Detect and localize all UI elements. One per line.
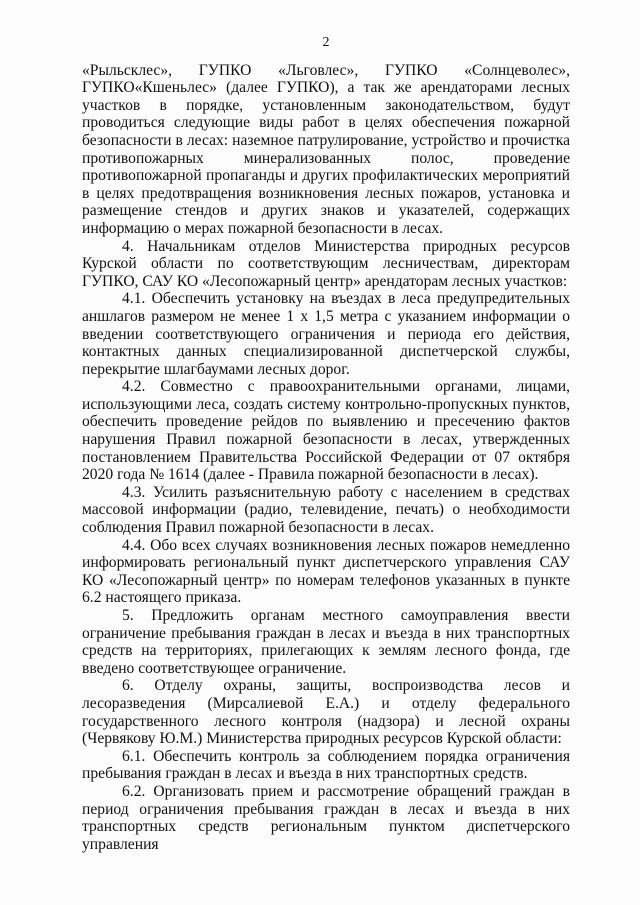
paragraph: 6.2. Организовать прием и рассмотрение обращений граждан в период ограничения пребывания граждан в лесах и въезда в них транспортных средств региональным пунктом диспетчерского управления	[82, 782, 570, 853]
page-number: 2	[322, 35, 330, 50]
document-body	[82, 62, 570, 854]
paragraph: 4.4. Обо всех случаях возникновения лесных пожаров немедленно информировать региональный пункт диспетчерского управления САУ КО «Лесопожарный центр» по номерам телефонов указанных в пункте 6.2 настоящего приказа.	[82, 536, 570, 607]
paragraph: 4. Начальникам отделов Министерства природных ресурсов Курской области по соответствующим лесничествам, директорам ГУПКО, САУ КО «Лесопожарный центр» арендаторам лесных участков:	[82, 237, 570, 290]
paragraph: 4.1. Обеспечить установку на въездах в леса предупредительных аншлагов размером не менее 1 х 1,5 метра с указанием информации о введении соответствующего ограничения и периода его действия, контактных данных специализированной диспетчерской службы, перекрытие шлагбаумами лесных дорог.	[82, 290, 570, 378]
paragraph: 6.1. Обеспечить контроль за соблюдением порядка ограничения пребывания граждан в лесах и въезда в них транспортных средств.	[82, 747, 570, 783]
paragraph: 4.3. Усилить разъяснительную работу с населением в средствах массовой информации (радио, телевидение, печать) о необходимости соблюдения Правил пожарной безопасности в лесах.	[82, 483, 570, 537]
paragraph: 5. Предложить органам местного самоуправления ввести ограничение пребывания граждан в лесах и въезда в них транспортных средств на территориях, прилегающих к землям лесного фонда, где введено соответствующее ограничение.	[82, 607, 570, 677]
paragraph: 4.2. Совместно с правоохранительными органами, лицами, использующими леса, создать систему контрольно-пропускных пунктов, обеспечить проведение рейдов по выявлению и пресечению фактов нарушения Правил пожарной безопасности в лесах, утвержденных постановлением Правительства Российской Федерации от 07 октября 2020 года № 1614 (далее - Правила пожарной безопасности в лесах).	[82, 378, 570, 484]
paragraph: «Рыльсклес», ГУПКО «Льговлес», ГУПКО «Солнцеволес», ГУПКО«Кшеньлес» (далее ГУПКО), а так же арендаторами лесных участков в порядке, установленным законодательством, будут проводиться следующие виды работ в целях обеспечения пожарной безопасности в лесах: наземное патрулирование, устройство и прочистка противопожарных минерализованных полос, проведение противопожарной пропаганды и других профилактических мероприятий в целях предотвращения возникновения лесных пожаров, установка и размещение стендов и других знаков и указателей, содержащих информацию о мерах пожарной безопасности в лесах.	[82, 61, 570, 237]
paragraph: 6. Отделу охраны, защиты, воспроизводства лесов и лесоразведения (Мирсалиевой Е.А.) и отделу федерального государственного лесного контроля (надзора) и лесной охраны (Червякову Ю.М.) Министерства природных ресурсов Курской области:	[82, 677, 570, 748]
